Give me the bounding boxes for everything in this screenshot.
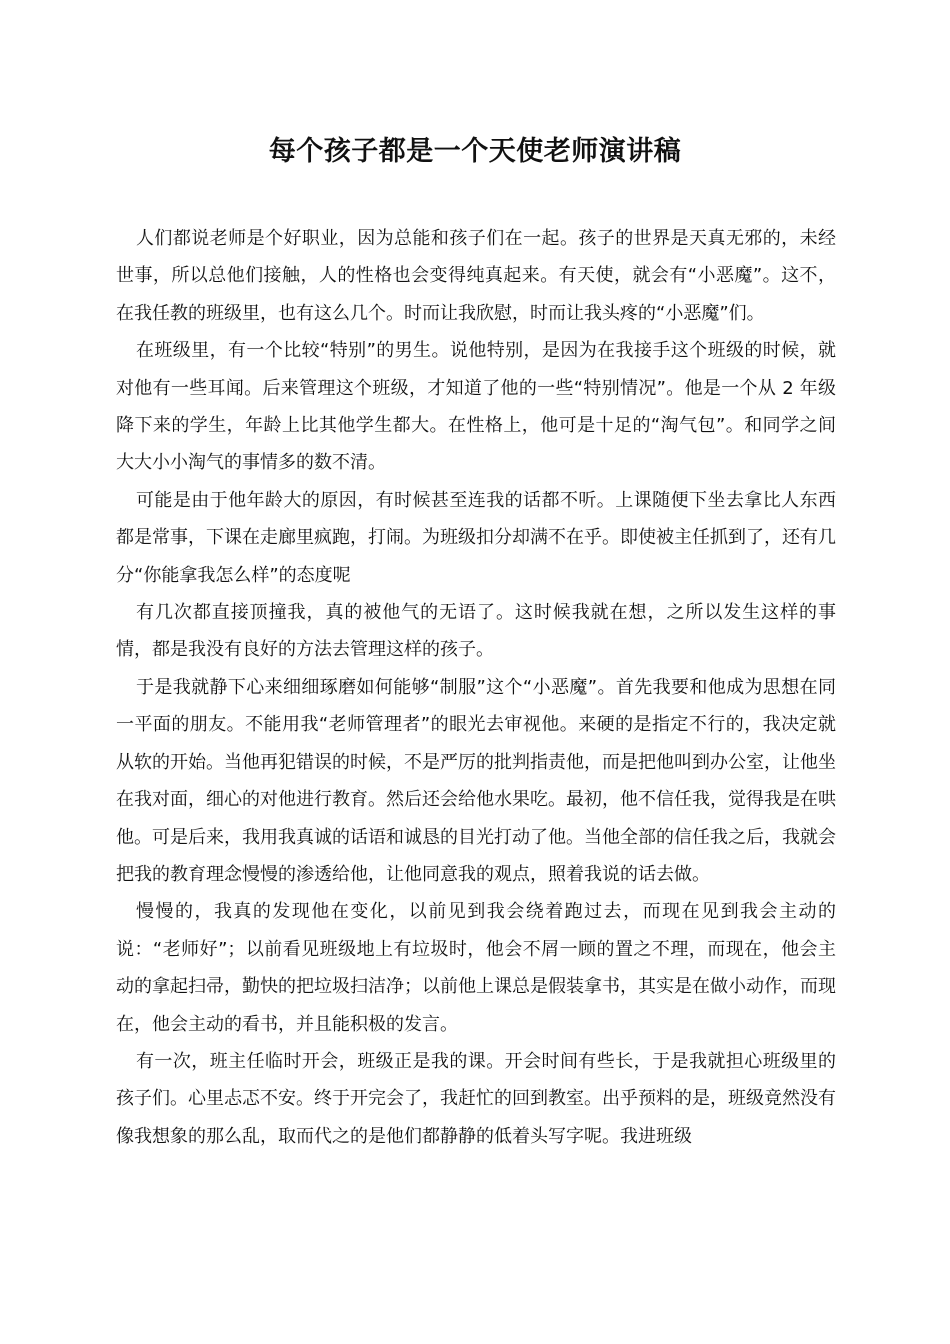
paragraph: 人们都说老师是个好职业，因为总能和孩子们在一起。孩子的世界是天真无邪的，未经世事，所以总他们接触，人的性格也会变得纯真起来。有天使，就会有“小恶魔”。这不，在我任教的班级里，也有这么几个。时而让我欣慰，时而让我头疼的“小恶魔”们。 [116,228,836,324]
paragraph: 于是我就静下心来细细琢磨如何能够“制服”这个“小恶魔”。首先我要和他成为思想在同一平面的朋友。不能用我“老师管理者”的眼光去审视他。来硬的是指定不行的，我决定就从软的开始。当他再犯错误的时候，不是严厉的批判指责他，而是把他叫到办公室，让他坐在我对面，细心的对他进行教育。然后还会给他水果吃。最初，他不信任我，觉得我是在哄他。可是后来，我用我真诚的话语和诚恳的目光打动了他。当他全部的信任我之后，我就会把我的教育理念慢慢的渗透给他，让他同意我的观点，照着我说的话去做。 [116,676,836,885]
document-title: 每个孩子都是一个天使老师演讲稿 [268,136,682,167]
paragraph: 有一次，班主任临时开会，班级正是我的课。开会时间有些长，于是我就担心班级里的孩子们。心里忐忑不安。终于开完会了，我赶忙的回到教室。出乎预料的是，班级竟然没有像我想象的那么乱，取而代之的是他们都静静的低着头写字呢。我进班级 [116,1050,836,1147]
paragraph: 在班级里，有一个比较“特别”的男生。说他特别，是因为在我接手这个班级的时候，就对他有一些耳闻。后来管理这个班级，才知道了他的一些“特别情况”。他是一个从 2 年级降下来的学生，年龄上比其他学生都大。在性格上，他可是十足的“淘气包”。和同学之间大大小小淘气的事情多的数不清。 [116,340,836,474]
paragraph: 可能是由于他年龄大的原因，有时候甚至连我的话都不听。上课随便下坐去拿比人东西都是常事，下课在走廊里疯跑，打闹。为班级扣分却满不在乎。即使被主任抓到了，还有几分“你能拿我怎么样”的态度呢 [116,489,836,586]
document-body [116,220,836,1155]
paragraph: 慢慢的，我真的发现他在变化，以前见到我会绕着跑过去，而现在见到我会主动的说：“老师好”；以前看见班级地上有垃圾时，他会不屑一顾的置之不理，而现在，他会主动的拿起扫帚，勤快的把垃圾扫洁净；以前他上课总是假装拿书，其实是在做小动作，而现在，他会主动的看书，并且能积极的发言。 [116,901,836,1035]
paragraph: 有几次都直接顶撞我，真的被他气的无语了。这时候我就在想，之所以发生这样的事情，都是我没有良好的方法去管理这样的孩子。 [116,602,836,661]
